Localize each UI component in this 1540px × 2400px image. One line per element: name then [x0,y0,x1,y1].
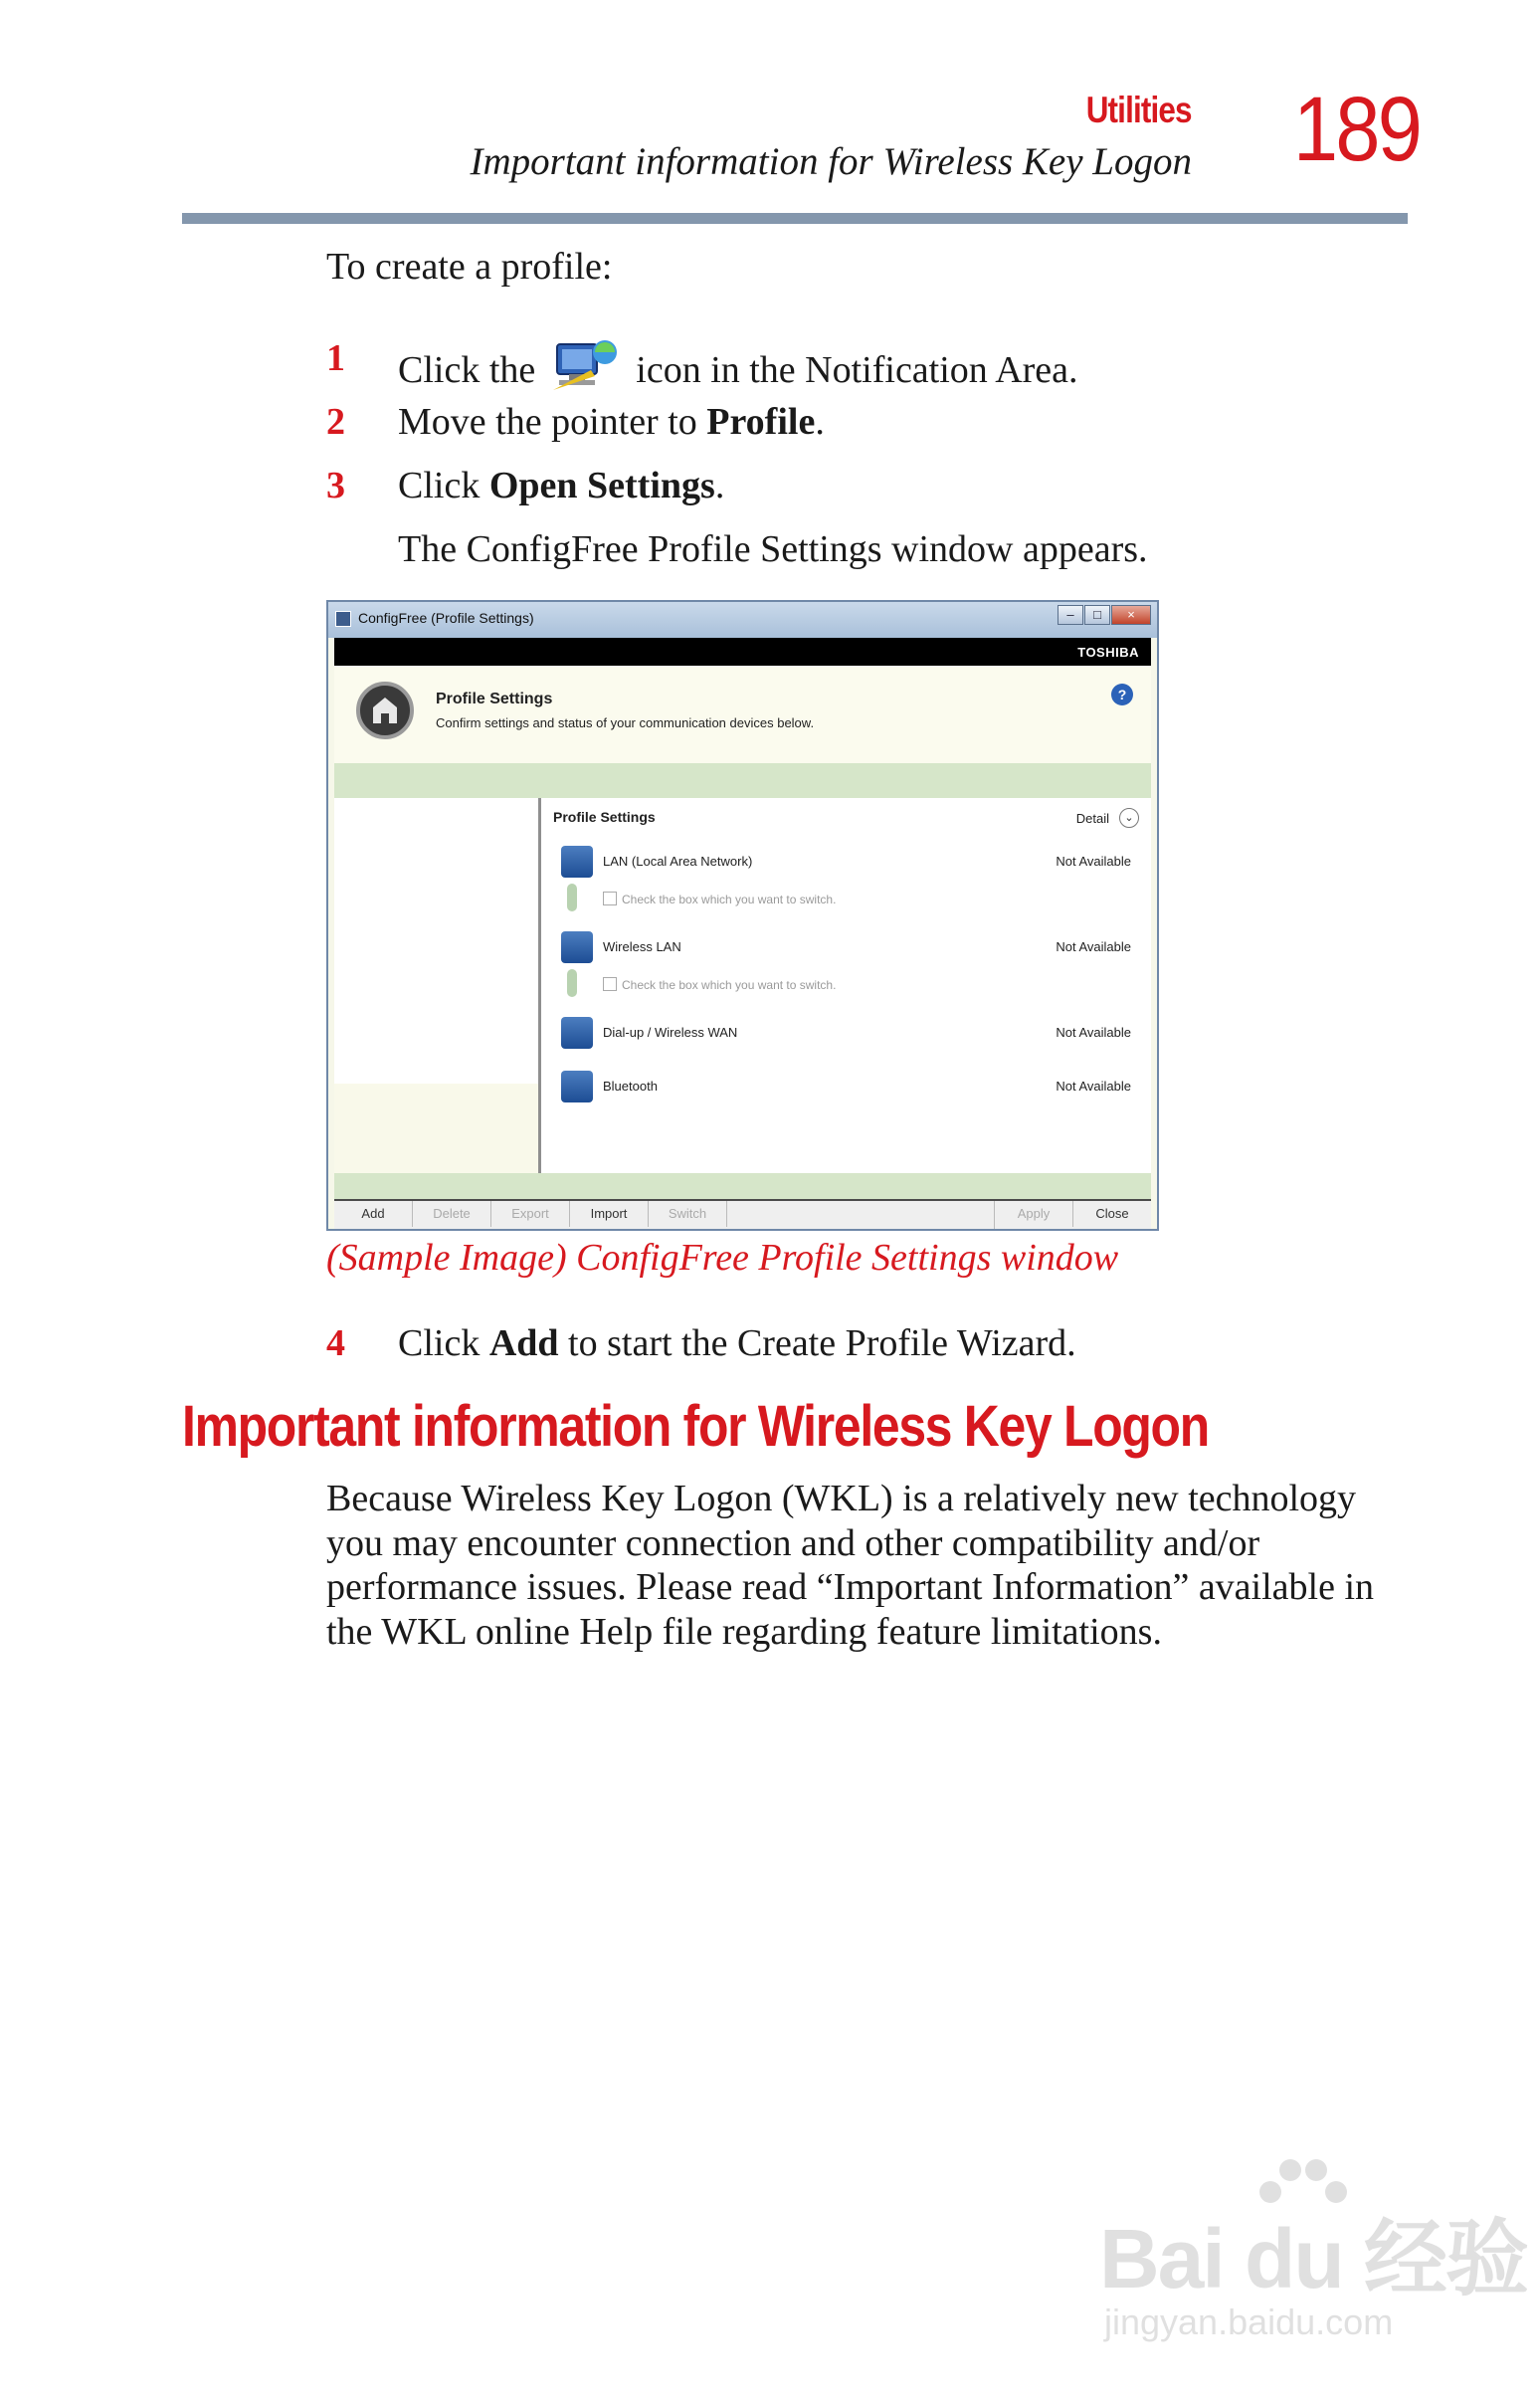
step-number: 4 [326,1322,345,1364]
device-row-wireless-lan [553,929,1139,967]
device-note: Check the box which you want to switch. [603,892,836,906]
watermark-text: Bai du 经验 [1099,2212,1528,2305]
device-status: Not Available [1056,854,1131,869]
switch-arrow-icon [567,969,577,997]
device-row-dialup [553,1015,1139,1053]
minimize-icon: – [1058,605,1083,625]
checkbox-icon [603,977,617,991]
configfree-notification-icon [551,336,621,396]
apply-button: Apply [995,1201,1073,1227]
device-name: Wireless LAN [603,939,681,954]
detail-label: Detail [1075,811,1109,826]
device-name: Dial-up / Wireless WAN [603,1025,738,1040]
watermark-url: jingyan.baidu.com [1104,2301,1394,2342]
window-title: ConfigFree (Profile Settings) [358,610,534,626]
panel-title: Profile Settings [436,691,553,707]
chevron-down-icon: ⌄ [1119,808,1139,828]
green-band [334,763,1151,798]
export-button: Export [491,1201,570,1227]
step-number: 3 [326,465,345,506]
lan-icon [561,846,593,878]
running-header-chapter: Utilities [1086,90,1192,130]
window-app-icon [335,611,351,627]
checkbox-icon [603,892,617,905]
maximize-icon: □ [1084,605,1110,625]
header-rule [182,213,1408,224]
step-text: Move the pointer to Profile. [398,401,825,443]
device-status: Not Available [1056,939,1131,954]
device-row-bluetooth [553,1069,1139,1106]
brand-logo: TOSHIBA [1077,645,1139,660]
device-status: Not Available [1056,1025,1131,1040]
switch-arrow-icon [567,884,577,911]
step-number: 1 [326,337,345,379]
section-body: Because Wireless Key Logon (WKL) is a relatively new technology you may encounter connection and other compatibility and/or performance issues. Please read “Important Information” available in the WKL online Help file regarding feature limitations. [326,1478,1375,1653]
close-button: Close [1095,1206,1129,1221]
list-title: Profile Settings [553,809,656,825]
page-number: 189 [1293,79,1421,180]
dialup-icon [561,1017,593,1049]
wireless-lan-icon [561,931,593,963]
device-note: Check the box which you want to switch. [603,977,836,992]
step3-result: The ConfigFree Profile Settings window appears. [398,528,1148,570]
intro-text: To create a profile: [326,246,613,288]
window-titlebar [328,602,1157,638]
add-button: Add [334,1201,413,1227]
device-list-pane [541,798,1151,1173]
baidu-watermark [1099,2154,1528,2353]
section-heading: Important information for Wireless Key Logon [182,1394,1209,1459]
device-name: LAN (Local Area Network) [603,854,753,869]
step-text: Click Add to start the Create Profile Wizard. [398,1322,1076,1364]
brand-bar [334,638,1151,666]
step-number: 2 [326,401,345,443]
device-name: Bluetooth [603,1079,658,1094]
switch-button: Switch [649,1201,727,1227]
help-icon: ? [1111,684,1133,705]
profile-list-pane [334,798,541,1173]
step-text: Click the icon in the Notification Area. [398,336,1078,396]
delete-button: Delete [413,1201,491,1227]
panel-subtitle: Confirm settings and status of your communication devices below. [436,715,815,730]
bottom-band [334,1173,1151,1199]
bluetooth-icon [561,1071,593,1102]
profile-settings-icon [356,682,414,739]
step-text: Click Open Settings. [398,465,725,506]
close-icon: × [1111,605,1151,625]
device-status: Not Available [1056,1079,1131,1094]
running-header-section: Important information for Wireless Key Logon [470,140,1192,183]
figure-caption: (Sample Image) ConfigFree Profile Settings window [326,1237,1119,1279]
configfree-window-screenshot [326,600,1159,1231]
profile-settings-header [334,666,1151,763]
window-toolbar [334,1199,1151,1229]
device-row-lan [553,844,1139,882]
import-button: Import [570,1201,649,1227]
